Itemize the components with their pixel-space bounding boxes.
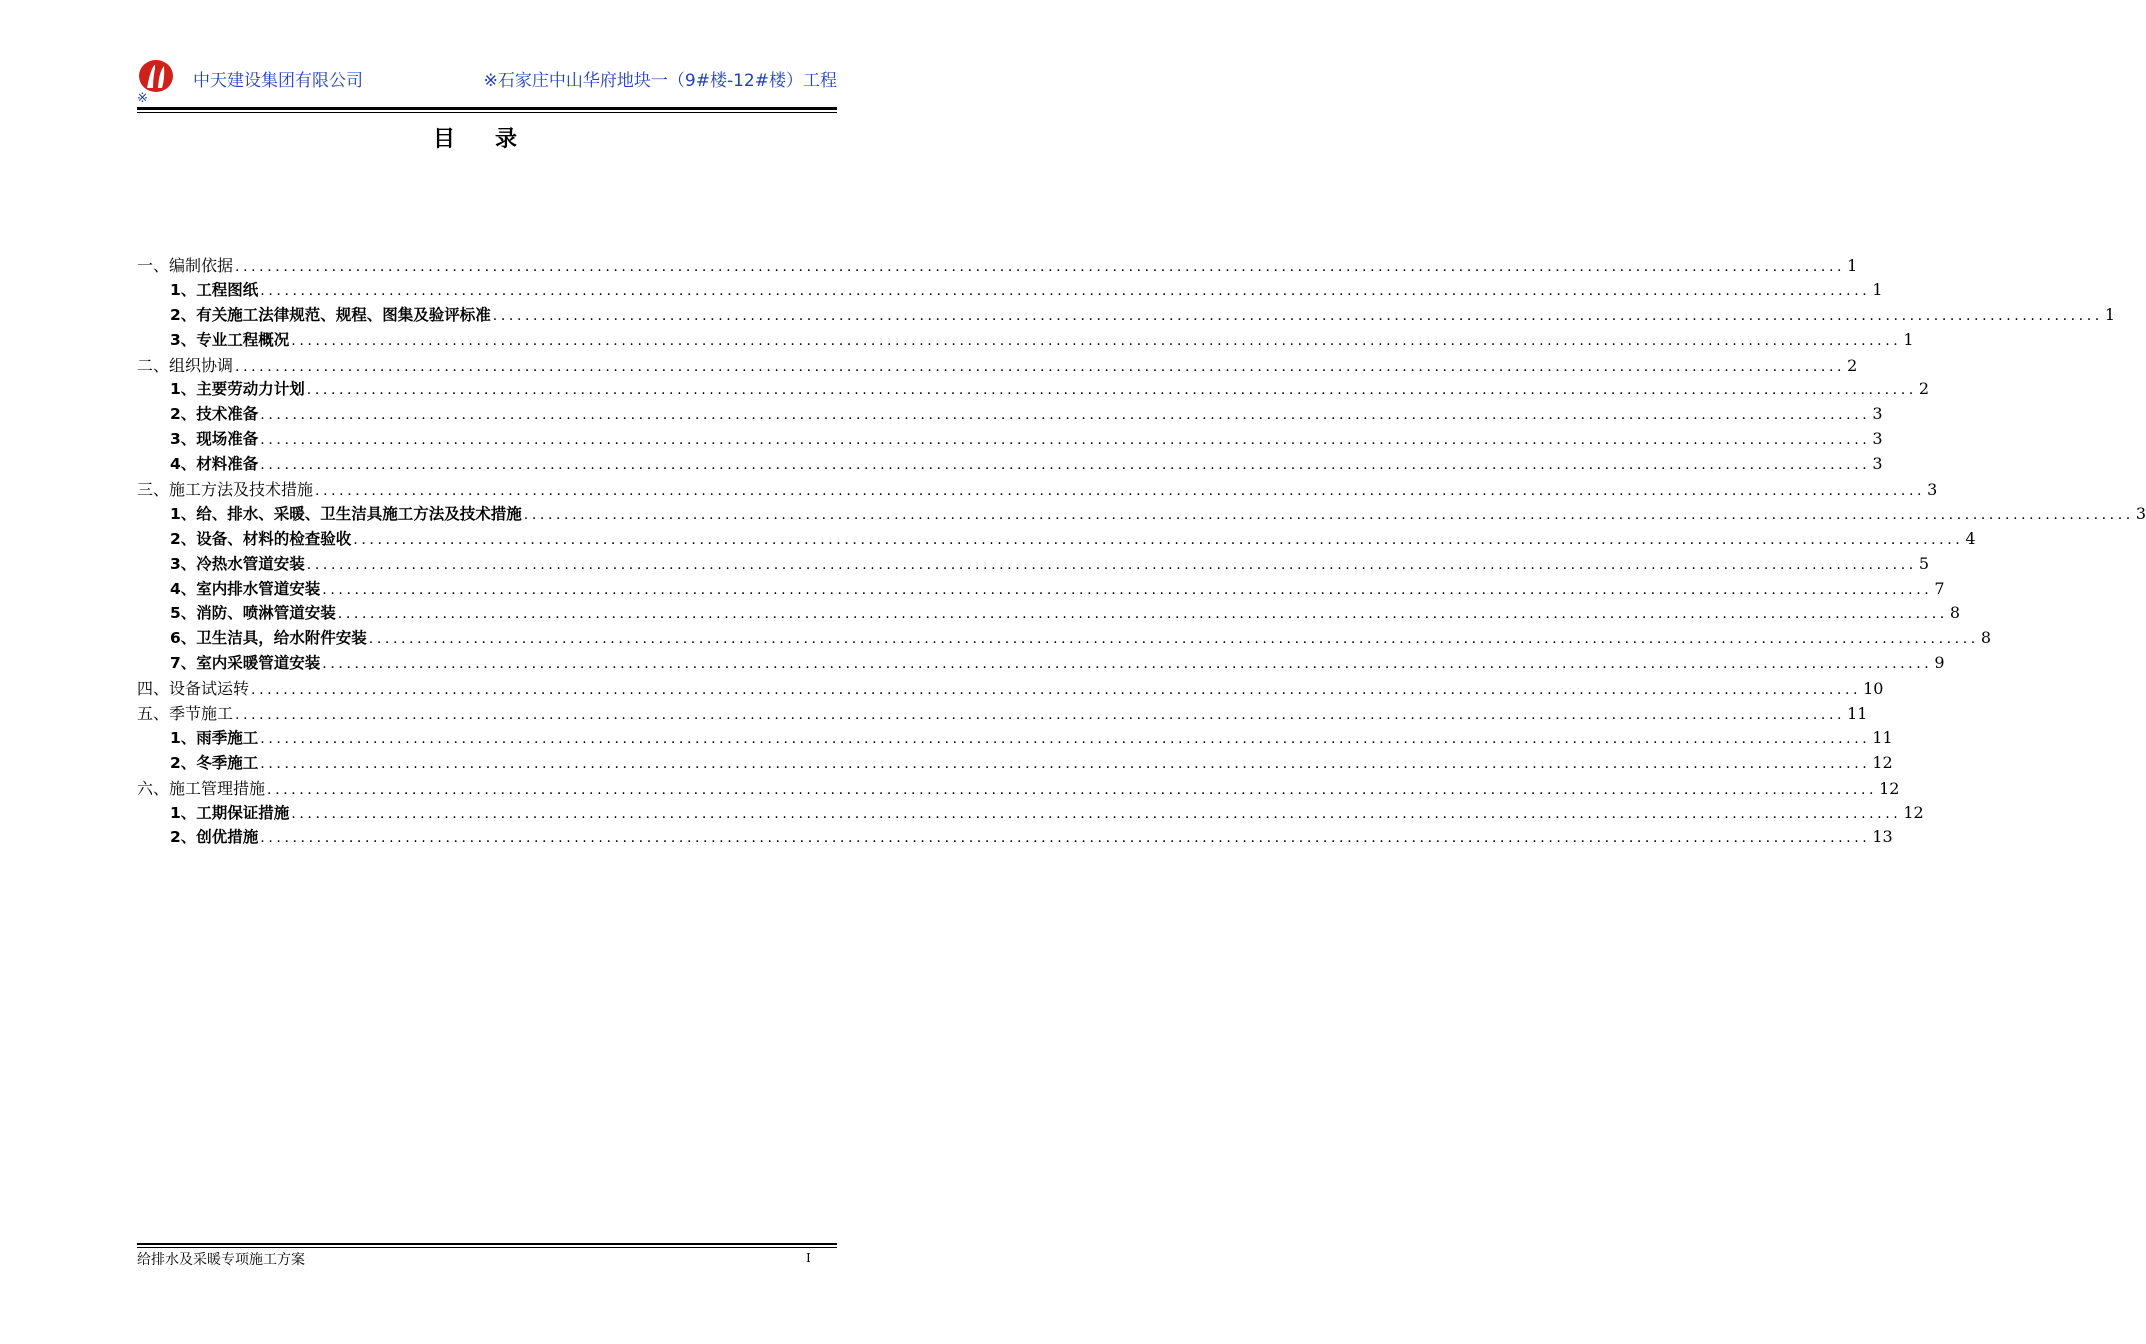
toc-entry-page: 13 <box>1872 827 1893 847</box>
toc-entry[interactable] <box>137 552 1930 577</box>
toc-entry-page: 9 <box>1934 653 1945 673</box>
company-logo-icon <box>137 58 175 94</box>
toc-entry-page: 3 <box>1872 429 1883 449</box>
page-title: 目录 <box>432 127 557 152</box>
toc-entry-page: 1 <box>1903 329 1914 349</box>
toc-leader-dots: ........................................................................................................................................................................................................ <box>235 707 1846 724</box>
reference-mark: ※ <box>137 91 148 106</box>
toc-entry-page: 11 <box>1847 704 1868 724</box>
header-rule-thick <box>137 107 837 110</box>
toc-leader-dots: ........................................................................................................................................................................................................ <box>260 282 1871 299</box>
toc-entry[interactable] <box>137 502 2146 527</box>
toc-entry[interactable] <box>137 402 1883 427</box>
toc-entry[interactable] <box>137 278 1883 303</box>
toc-leader-dots: ........................................................................................................................................................................................................ <box>353 531 1964 548</box>
toc-entry[interactable] <box>137 427 1883 452</box>
toc-entry-label: 3、专业工程概况 <box>170 330 290 349</box>
toc-leader-dots: ........................................................................................................................................................................................................ <box>251 682 1862 699</box>
toc-entry-label: 五、季节施工 <box>137 704 234 724</box>
toc-leader-dots: ........................................................................................................................................................................................................ <box>260 730 1871 747</box>
toc-entry-page: 8 <box>1949 603 1961 623</box>
toc-leader-dots: ........................................................................................................................................................................................................ <box>260 457 1871 474</box>
toc-entry[interactable] <box>137 751 1893 776</box>
toc-entry[interactable] <box>137 253 1858 278</box>
toc-entry-page: 1 <box>1872 279 1883 299</box>
toc-entry-label: 一、编制依据 <box>137 256 234 275</box>
toc-entry[interactable] <box>137 477 1938 502</box>
footer-doc-title: 给排水及采暖专项施工方案 <box>137 1252 305 1268</box>
toc-entry-page: 1 <box>1847 256 1858 275</box>
toc-leader-dots: ........................................................................................................................................................................................................ <box>260 830 1871 847</box>
toc-leader-dots: ........................................................................................................................................................................................................ <box>291 332 1902 349</box>
toc-entry[interactable] <box>137 626 1992 651</box>
toc-entry-page: 3 <box>1872 404 1883 424</box>
toc-entry-page: 3 <box>1872 454 1883 474</box>
toc-entry[interactable] <box>137 527 1976 552</box>
toc-entry-label: 1、给、排水、采暖、卫生洁具施工方法及技术措施 <box>170 504 522 523</box>
toc-entry-page: 3 <box>1927 480 1938 500</box>
toc-entry[interactable] <box>137 577 1945 602</box>
toc-entry-page: 10 <box>1863 679 1884 699</box>
toc-entry-label: 2、技术准备 <box>170 405 259 424</box>
project-name: ※石家庄中山华府地块一（9#楼-12#楼）工程 <box>483 71 837 91</box>
toc-entry[interactable] <box>137 303 2116 328</box>
company-name: 中天建设集团有限公司 <box>193 71 363 91</box>
toc-entry-page: 1 <box>2104 304 2116 324</box>
toc-entry-label: 1、工程图纸 <box>170 280 259 299</box>
toc-entry-page: 12 <box>1879 778 1900 798</box>
toc-entry-label: 2、有关施工法律规范、规程、图集及验评标准 <box>170 305 491 324</box>
toc-entry-label: 4、材料准备 <box>170 455 259 474</box>
toc-leader-dots: ........................................................................................................................................................................................................ <box>492 307 2103 324</box>
toc-leader-dots: ........................................................................................................................................................................................................ <box>235 259 1846 275</box>
table-of-contents <box>137 253 2146 850</box>
toc-entry-label: 3、冷热水管道安装 <box>170 554 305 573</box>
toc-entry-page: 8 <box>1980 628 1992 648</box>
toc-entry-label: 六、施工管理措施 <box>137 778 266 798</box>
toc-entry-page: 12 <box>1903 802 1924 822</box>
toc-entry-page: 11 <box>1872 727 1893 747</box>
header-rule-thin <box>137 112 837 113</box>
toc-entry[interactable] <box>137 676 1884 701</box>
toc-leader-dots: ........................................................................................................................................................................................................ <box>260 755 1871 772</box>
toc-entry-label: 6、卫生洁具，给水附件安装 <box>170 629 367 648</box>
toc-leader-dots: ........................................................................................................................................................................................................ <box>260 407 1871 424</box>
toc-leader-dots: ........................................................................................................................................................................................................ <box>267 781 1878 798</box>
toc-entry-label: 四、设备试运转 <box>137 679 250 699</box>
toc-leader-dots: ........................................................................................................................................................................................................ <box>337 606 1948 623</box>
toc-leader-dots: ........................................................................................................................................................................................................ <box>315 483 1926 500</box>
toc-leader-dots: ........................................................................................................................................................................................................ <box>368 631 1979 648</box>
toc-entry[interactable] <box>137 825 1893 850</box>
toc-entry-page: 5 <box>1918 553 1930 573</box>
toc-leader-dots: ........................................................................................................................................................................................................ <box>523 506 2134 523</box>
toc-leader-dots: ........................................................................................................................................................................................................ <box>306 556 1917 573</box>
toc-leader-dots: ........................................................................................................................................................................................................ <box>322 581 1933 598</box>
toc-entry-label: 2、设备、材料的检查验收 <box>170 529 352 548</box>
toc-entry[interactable] <box>137 452 1883 477</box>
toc-entry-page: 2 <box>1847 355 1858 375</box>
toc-entry[interactable] <box>137 801 1924 826</box>
toc-entry-label: 1、主要劳动力计划 <box>170 380 305 399</box>
page-header <box>137 58 837 114</box>
toc-entry-label: 1、工期保证措施 <box>170 803 290 822</box>
toc-entry-page: 3 <box>2135 503 2146 523</box>
toc-entry-label: 三、施工方法及技术措施 <box>137 480 314 500</box>
toc-entry[interactable] <box>137 601 1961 626</box>
toc-entry-label: 1、雨季施工 <box>170 728 259 747</box>
footer-page-number: I <box>806 1251 811 1265</box>
toc-entry-page: 2 <box>1918 379 1930 399</box>
footer-rule-thin <box>137 1247 837 1248</box>
toc-leader-dots: ........................................................................................................................................................................................................ <box>260 432 1871 449</box>
toc-entry[interactable] <box>137 701 1868 726</box>
toc-entry-label: 2、冬季施工 <box>170 753 259 772</box>
toc-entry-page: 7 <box>1934 578 1945 598</box>
toc-entry-page: 12 <box>1872 752 1893 772</box>
toc-entry[interactable] <box>137 328 1914 353</box>
toc-entry[interactable] <box>137 726 1893 751</box>
toc-entry-page: 4 <box>1965 528 1976 548</box>
toc-entry-label: 二、组织协调 <box>137 355 234 375</box>
toc-entry[interactable] <box>137 353 1858 378</box>
toc-entry-label: 4、室内排水管道安装 <box>170 579 321 598</box>
toc-entry[interactable] <box>137 776 1900 801</box>
toc-leader-dots: ........................................................................................................................................................................................................ <box>235 358 1846 375</box>
toc-leader-dots: ........................................................................................................................................................................................................ <box>291 805 1902 822</box>
toc-entry[interactable] <box>137 377 1930 402</box>
toc-entry-label: 7、室内采暖管道安装 <box>170 654 321 673</box>
toc-entry[interactable] <box>137 651 1945 676</box>
footer-rule-thick <box>137 1243 837 1245</box>
toc-entry-label: 5、消防、喷淋管道安装 <box>170 604 336 623</box>
toc-entry-label: 3、现场准备 <box>170 430 259 449</box>
toc-leader-dots: ........................................................................................................................................................................................................ <box>306 382 1917 399</box>
toc-leader-dots: ........................................................................................................................................................................................................ <box>322 656 1933 673</box>
toc-entry-label: 2、创优措施 <box>170 828 259 847</box>
